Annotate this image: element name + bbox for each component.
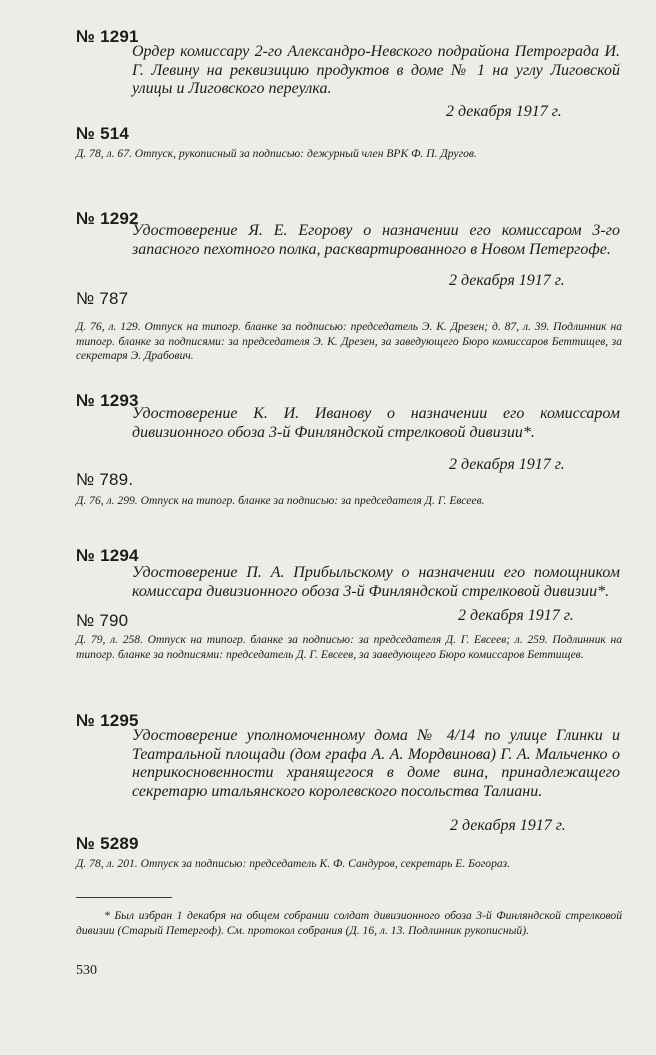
entry-number: № 1295	[76, 711, 139, 730]
entry-number: № 1291	[76, 27, 139, 46]
entry-number: № 1293	[76, 391, 139, 410]
entry-source: Д. 79, л. 258. Отпуск на типогр. бланке за подписью: за председателя Д. Г. Евсеев; л. 259. Подлинник на типогр. бланке за подписями: председатель Д. Г. Евсеев, за заведующего Бюро комиссаров Беттищев.	[76, 633, 622, 661]
entry-title: Удостоверение К. И. Иванову о назначении его комиссаром дивизионного обоза 3-й Финляндской стрелковой дивизии*.	[132, 405, 620, 441]
entry-source: Д. 78, л. 67. Отпуск, рукописный за подписью: дежурный член ВРК Ф. П. Другов.	[76, 147, 477, 160]
entry-number: № 1292	[76, 209, 139, 228]
entry-title: Удостоверение П. А. Прибыльскому о назначении его помощником комиссара дивизионного обоза 3-й Финляндской стрелковой дивизии*.	[132, 564, 620, 600]
entry-date: 2 декабря 1917 г.	[458, 607, 574, 624]
entry-source: Д. 76, л. 129. Отпуск на типогр. бланке за подписью: председатель Э. К. Дрезен; д. 87, л. 39. Подлинник на типогр. бланке за подписями: за председателя Э. К. Дрезен, за заведующего Бюро комиссаров Беттищев, за секретаря Э. Драбович.	[76, 320, 622, 362]
footnote-divider	[76, 897, 172, 898]
footnote: * Был избран 1 декабря на общем собрании солдат дивизионного обоза 3-й Финляндской стрелковой дивизии (Старый Петергоф). См. протокол собрания (Д. 16, л. 13. Подлинник рукописный).	[76, 909, 622, 937]
entry-sub-number: № 5289	[76, 834, 139, 853]
entry-date: 2 декабря 1917 г.	[450, 817, 566, 834]
entry-date: 2 декабря 1917 г.	[449, 272, 565, 289]
entry-sub-number: № 514	[76, 124, 130, 143]
entry-number: № 1294	[76, 546, 139, 565]
entry-date: 2 декабря 1917 г.	[446, 103, 562, 120]
entry-sub-number: № 789.	[76, 470, 134, 489]
entry-title: Удостоверение Я. Е. Егорову о назначении его комиссаром 3-го запасного пехотного полка, расквартированного в Новом Петергофе.	[132, 222, 620, 258]
entry-title: Удостоверение уполномоченному дома № 4/14 по улице Глинки и Театральной площади (дом графа А. А. Мордвинова) Г. А. Мальченко о неприкосновенности хранящегося в доме вина, принадлежащего секретарю итальянского королевского посольства Талиани.	[132, 727, 620, 800]
entry-source: Д. 76, л. 299. Отпуск на типогр. бланке за подписью: за председателя Д. Г. Евсеев.	[76, 494, 485, 507]
entry-date: 2 декабря 1917 г.	[449, 456, 565, 473]
entry-title: Ордер комиссару 2-го Александро-Невского подрайона Петрограда И. Г. Левину на реквизицию продуктов в доме № 1 на углу Лиговской улицы и Лиговского переулка.	[132, 43, 620, 98]
entry-source: Д. 78, л. 201. Отпуск за подписью: председатель К. Ф. Сандуров, секретарь Е. Богораз.	[76, 857, 511, 870]
entry-sub-number: № 787	[76, 289, 129, 308]
page-number: 530	[76, 963, 97, 978]
entry-sub-number: № 790	[76, 611, 129, 630]
